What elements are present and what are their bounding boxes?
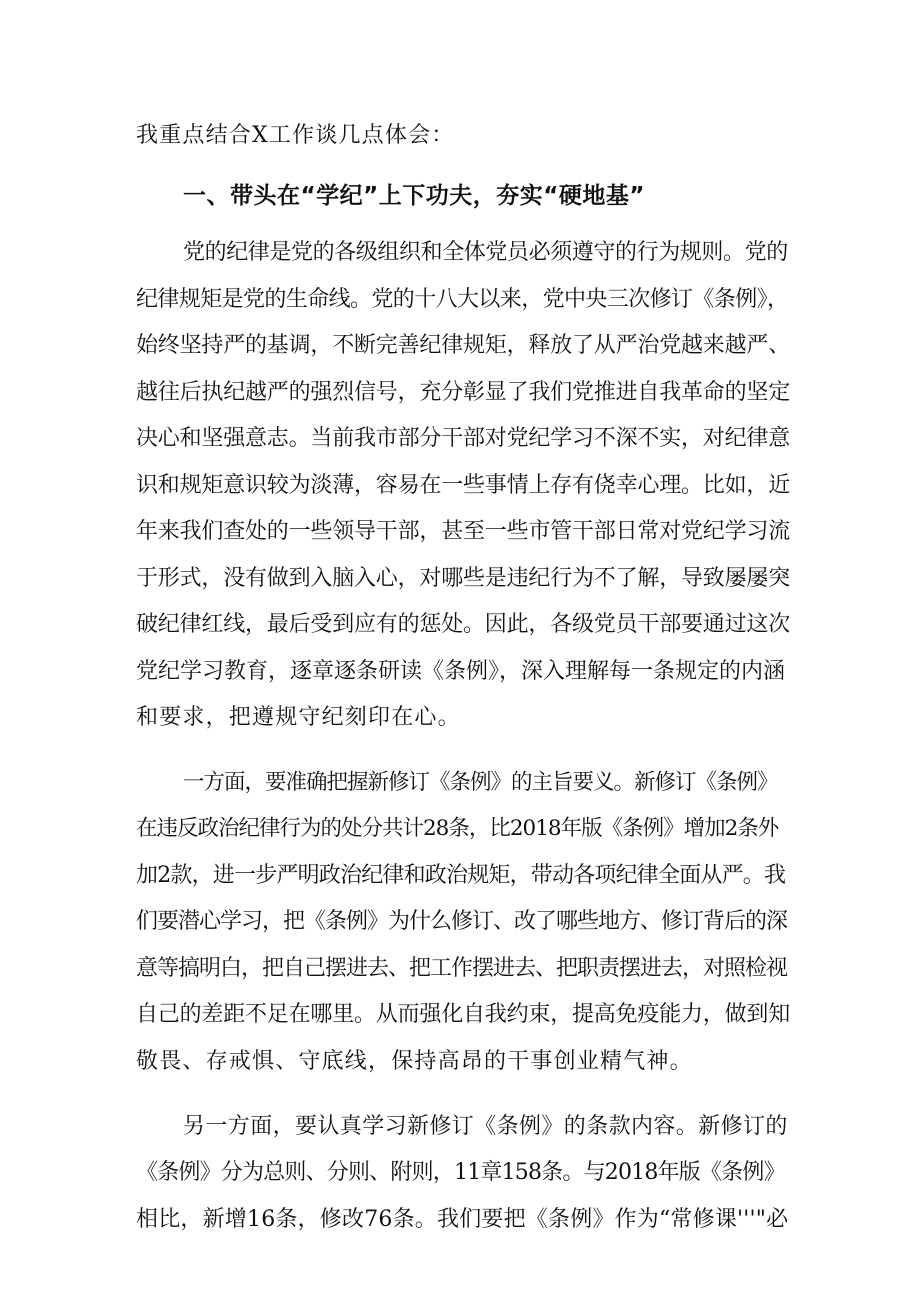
- paragraph-1-line-6: 识和规矩意识较为淡薄，容易在一些事情上存有侥幸心理。比如，近: [136, 473, 791, 498]
- paragraph-2-line-5: 意等搞明白，把自己摆进去、把工作摆进去、把职责摆进去，对照检视: [136, 956, 788, 981]
- paragraph-1-line-7: 年来我们查处的一些领导干部，甚至一些市管干部日常对党纪学习流: [136, 519, 791, 544]
- section-heading: 一、带头在“学纪”上下功夫，夯实“硬地基”: [183, 183, 645, 209]
- paragraph-1-line-3: 始终坚持严的基调，不断完善纪律规矩，释放了从严治党越来越严、: [136, 333, 791, 358]
- paragraph-2-line-4: 们要潜心学习，把《条例》为什么修订、改了哪些地方、修订背后的深: [136, 909, 788, 934]
- paragraph-3-line-3: 相比，新增16条，修改76条。我们要把《条例》作为“常修课'''"必: [136, 1207, 789, 1232]
- paragraph-1-line-1: 党的纪律是党的各级组织和全体党员必须遵守的行为规则。党的: [183, 240, 788, 265]
- paragraph-3-line-2: 《条例》分为总则、分则、附则，11章158条。与2018年版《条例》: [136, 1160, 785, 1185]
- paragraph-1-line-10: 党纪学习教育，逐章逐条研读《条例》，深入理解每一条规定的内涵: [136, 659, 786, 684]
- paragraph-1-line-4: 越往后执纪越严的强烈信号，充分彰显了我们党推进自我革命的坚定: [136, 380, 791, 405]
- paragraph-1-line-9: 破纪律红线，最后受到应有的惩处。因此，各级党员干部要通过这次: [136, 612, 791, 637]
- paragraph-1-line-2: 纪律规矩是党的生命线。党的十八大以来，党中央三次修订《条例》，: [136, 287, 789, 312]
- paragraph-1-line-8: 于形式，没有做到入脑入心，对哪些是违纪行为不了解，导致屡屡突: [136, 566, 791, 591]
- intro-line: 我重点结合X工作谈几点体会：: [136, 123, 455, 148]
- paragraph-2-line-1: 一方面，要准确把握新修订《条例》的主旨要义。新修订《条例》: [183, 770, 778, 795]
- paragraph-3-line-1: 另一方面，要认真学习新修订《条例》的条款内容。新修订的: [183, 1114, 788, 1139]
- paragraph-2-line-6: 自己的差距不足在哪里。从而强化自我约束，提高免疫能力，做到知: [136, 1002, 791, 1027]
- paragraph-2-line-7: 敬畏、存戒惧、守底线，保持高昂的干事创业精气神。: [136, 1049, 693, 1074]
- paragraph-1-line-11: 和要求，把遵规守纪刻印在心。: [136, 705, 461, 730]
- paragraph-2-line-3: 加2款，进一步严明政治纪律和政治规矩，带动各项纪律全面从严。我: [136, 863, 786, 888]
- paragraph-2-line-2: 在违反政治纪律行为的处分共计28条，比2018年版《条例》增加2条外: [136, 816, 779, 841]
- paragraph-1-line-5: 决心和坚强意志。当前我市部分干部对党纪学习不深不实，对纪律意: [136, 426, 791, 451]
